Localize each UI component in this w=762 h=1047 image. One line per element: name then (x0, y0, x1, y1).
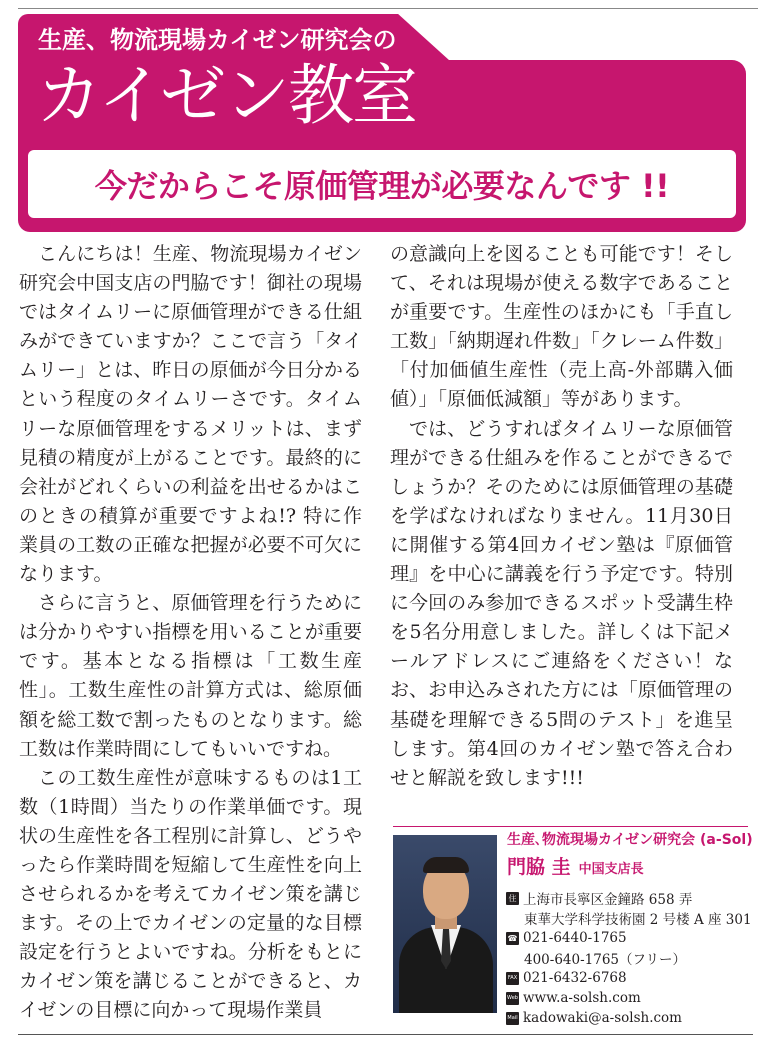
article-column-right (390, 240, 733, 793)
fax-number: 021-6432-6768 (523, 970, 627, 986)
phone-row-2 (506, 948, 752, 968)
article-column-left (19, 240, 362, 1026)
contact-info (506, 888, 752, 1028)
address-line-1: 上海市長寧区金鐘路 658 弄 (523, 892, 693, 908)
series-label: 生産、物流現場カイゼン研究会の (38, 26, 397, 54)
profile-name-line (507, 852, 644, 879)
mail-icon: Mail (506, 1012, 519, 1025)
address-row (506, 888, 752, 908)
subtitle-box (28, 150, 736, 218)
phone-row (506, 928, 752, 948)
article-paragraph: さらに言うと、原価管理を行うためには分かりやすい指標を用いることが重要です。基本となる指標は「工数生産性」。工数生産性の計算方式は、総原価額を総工数で割ったものとなります。総工数は作業時間にしてもいいですね。 (19, 592, 362, 760)
article-paragraph: こんにちは！生産、物流現場カイゼン研究会中国支店の門脇です！御社の現場ではタイムリーに原価管理ができる仕組みができていますか？ここで言う「タイムリー」とは、昨日の原価が今日分かるという程度のタイムリーさです。タイムリーな原価管理をするメリットは、まず見積の精度が上がることです。最終的に会社がどれくらいの利益を出せるかはこのときの積算が重要ですよね!? 特に作業員の工数の正確な把握が必要不可欠になります。 (19, 243, 362, 586)
address-row-2 (506, 908, 752, 928)
address-icon: 住 (506, 892, 519, 905)
fax-row (506, 968, 752, 988)
mail-row (506, 1008, 752, 1028)
profile-divider (393, 826, 748, 827)
phone-number[interactable]: 021-6440-1765 (523, 930, 627, 946)
phone-icon: ☎ (507, 933, 518, 943)
fax-icon: FAX (506, 972, 519, 985)
address-line-2: 東華大学科学技術園 2 号楼 A 座 301 (524, 912, 752, 928)
profile-org: 生産､物流現場カイゼン研究会 (a-Sol) (507, 832, 753, 848)
web-row (506, 988, 752, 1008)
article-paragraph: の意識向上を図ることも可能です！そして、それは現場が使える数字であることが重要です。生産性のほかにも「手直し工数」「納期遅れ件数」「クレーム件数」「付加価値生産性（売上高-外部購入価値）」「原価低減額」等があります。 (390, 243, 733, 411)
top-rule (18, 8, 758, 9)
bottom-rule (18, 1034, 753, 1035)
email-link[interactable]: kadowaki@a-solsh.com (523, 1010, 682, 1026)
article-paragraph: この工数生産性が意味するものは1工数（1時間）当たりの作業単価です。現状の生産性を各工程別に計算し、どうやったら作業時間を短縮して生産性を向上させられるかを考えてカイゼン策を講じます。その上でカイゼンの定量的な目標設定を行うとよいですね。分析をもとにカイゼン策を講じることができると、カイゼンの目標に向かって現場作業員 (19, 766, 362, 1022)
page-title: カイゼン教室 (36, 57, 417, 134)
author-photo (393, 835, 497, 1013)
web-icon: Web (506, 992, 519, 1005)
article-paragraph: では、どうすればタイムリーな原価管理ができる仕組みを作ることができるでしょうか？そのためには原価管理の基礎を学ばなければなりません。11月30日に開催する第4回カイゼン塾は『原価管理』を中心に講義を行う予定です。特別に今回のみ参加できるスポット受講生枠を5名分用意しました。詳しくは下記メールアドレスにご連絡をください！なお、お申込みされた方には「原価管理の基礎を理解できる5問のテスト」を進呈します。第4回のカイゼン塾で答え合わせと解説を致します!!! (390, 417, 733, 789)
article-subtitle: 今だからこそ原価管理が必要なんです !! (94, 167, 670, 205)
website-link[interactable]: www.a-solsh.com (523, 990, 641, 1006)
toll-free-number[interactable]: 400-640-1765（フリー） (524, 952, 686, 968)
profile-name: 門脇 圭 (507, 856, 571, 878)
profile-position: 中国支店長 (578, 862, 644, 877)
